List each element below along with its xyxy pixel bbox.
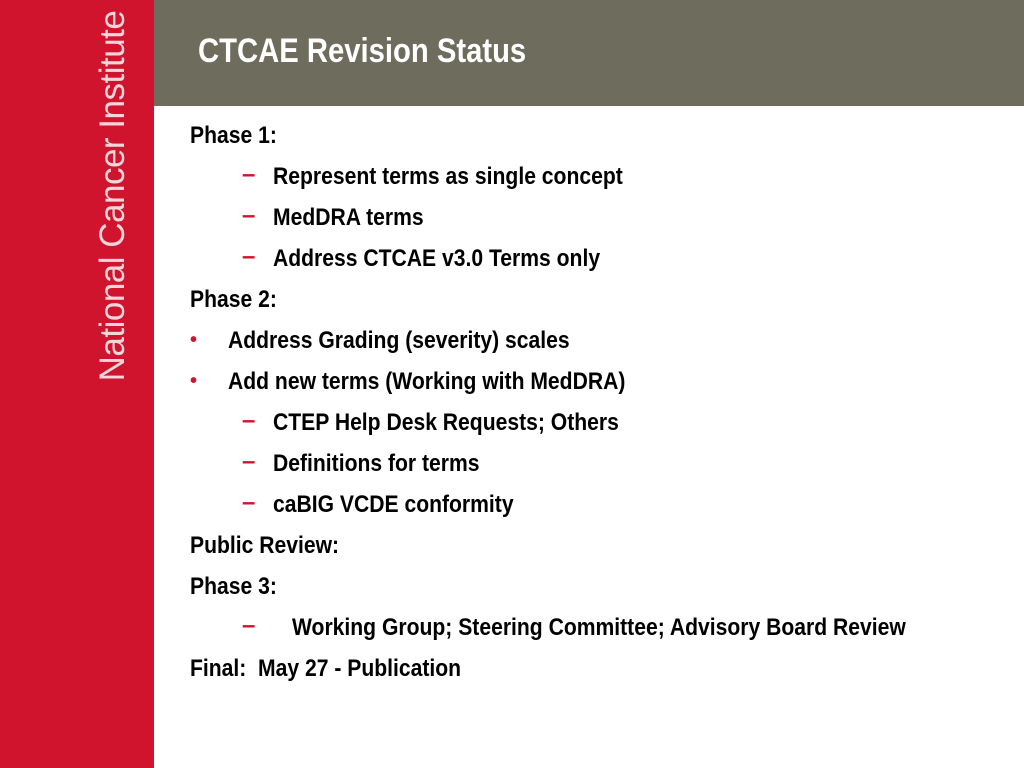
slide-header [154, 0, 1024, 106]
list-item [190, 362, 1010, 403]
slide-body [190, 116, 1010, 690]
list-item [190, 444, 1010, 485]
list-item [190, 321, 1010, 362]
list-item-text: Phase 1: [190, 122, 277, 149]
sidebar-divider [154, 0, 157, 768]
list-item-text: CTEP Help Desk Requests; Others [273, 409, 619, 436]
list-item-text: caBIG VCDE conformity [273, 491, 514, 518]
list-item [190, 157, 1010, 198]
list-item [190, 526, 1010, 567]
bullet-marker: • [190, 329, 198, 351]
list-item-text: Definitions for terms [273, 450, 480, 477]
list-item [190, 198, 1010, 239]
bullet-marker: • [190, 370, 198, 392]
dash-marker: – [242, 202, 256, 229]
list-item [190, 280, 1010, 321]
list-item [190, 649, 1010, 690]
dash-marker: – [242, 243, 256, 270]
list-item-text: Phase 3: [190, 573, 277, 600]
list-item-text: MedDRA terms [273, 204, 424, 231]
list-item [190, 567, 1010, 608]
list-item-text: Final: May 27 - Publication [190, 655, 462, 682]
list-item-text: Working Group; Steering Committee; Advisory Board Review [292, 614, 906, 641]
list-item-text: Phase 2: [190, 286, 277, 313]
list-item [190, 116, 1010, 157]
brand-logo-text: National Cancer Institute [93, 10, 132, 382]
list-item-text: Address CTCAE v3.0 Terms only [273, 245, 601, 272]
dash-marker: – [242, 489, 256, 516]
list-item-text: Address Grading (severity) scales [228, 327, 570, 354]
list-item-text: Public Review: [190, 532, 340, 559]
slide-title: CTCAE Revision Status [198, 32, 527, 70]
list-item-text: Represent terms as single concept [273, 163, 623, 190]
dash-marker: – [242, 161, 256, 188]
list-item [190, 608, 1010, 649]
dash-marker: – [242, 407, 256, 434]
list-item-text: Add new terms (Working with MedDRA) [228, 368, 626, 395]
dash-marker: – [242, 448, 256, 475]
brand-sidebar [0, 0, 154, 768]
list-item [190, 403, 1010, 444]
list-item [190, 239, 1010, 280]
dash-marker: – [242, 612, 256, 639]
list-item [190, 485, 1010, 526]
